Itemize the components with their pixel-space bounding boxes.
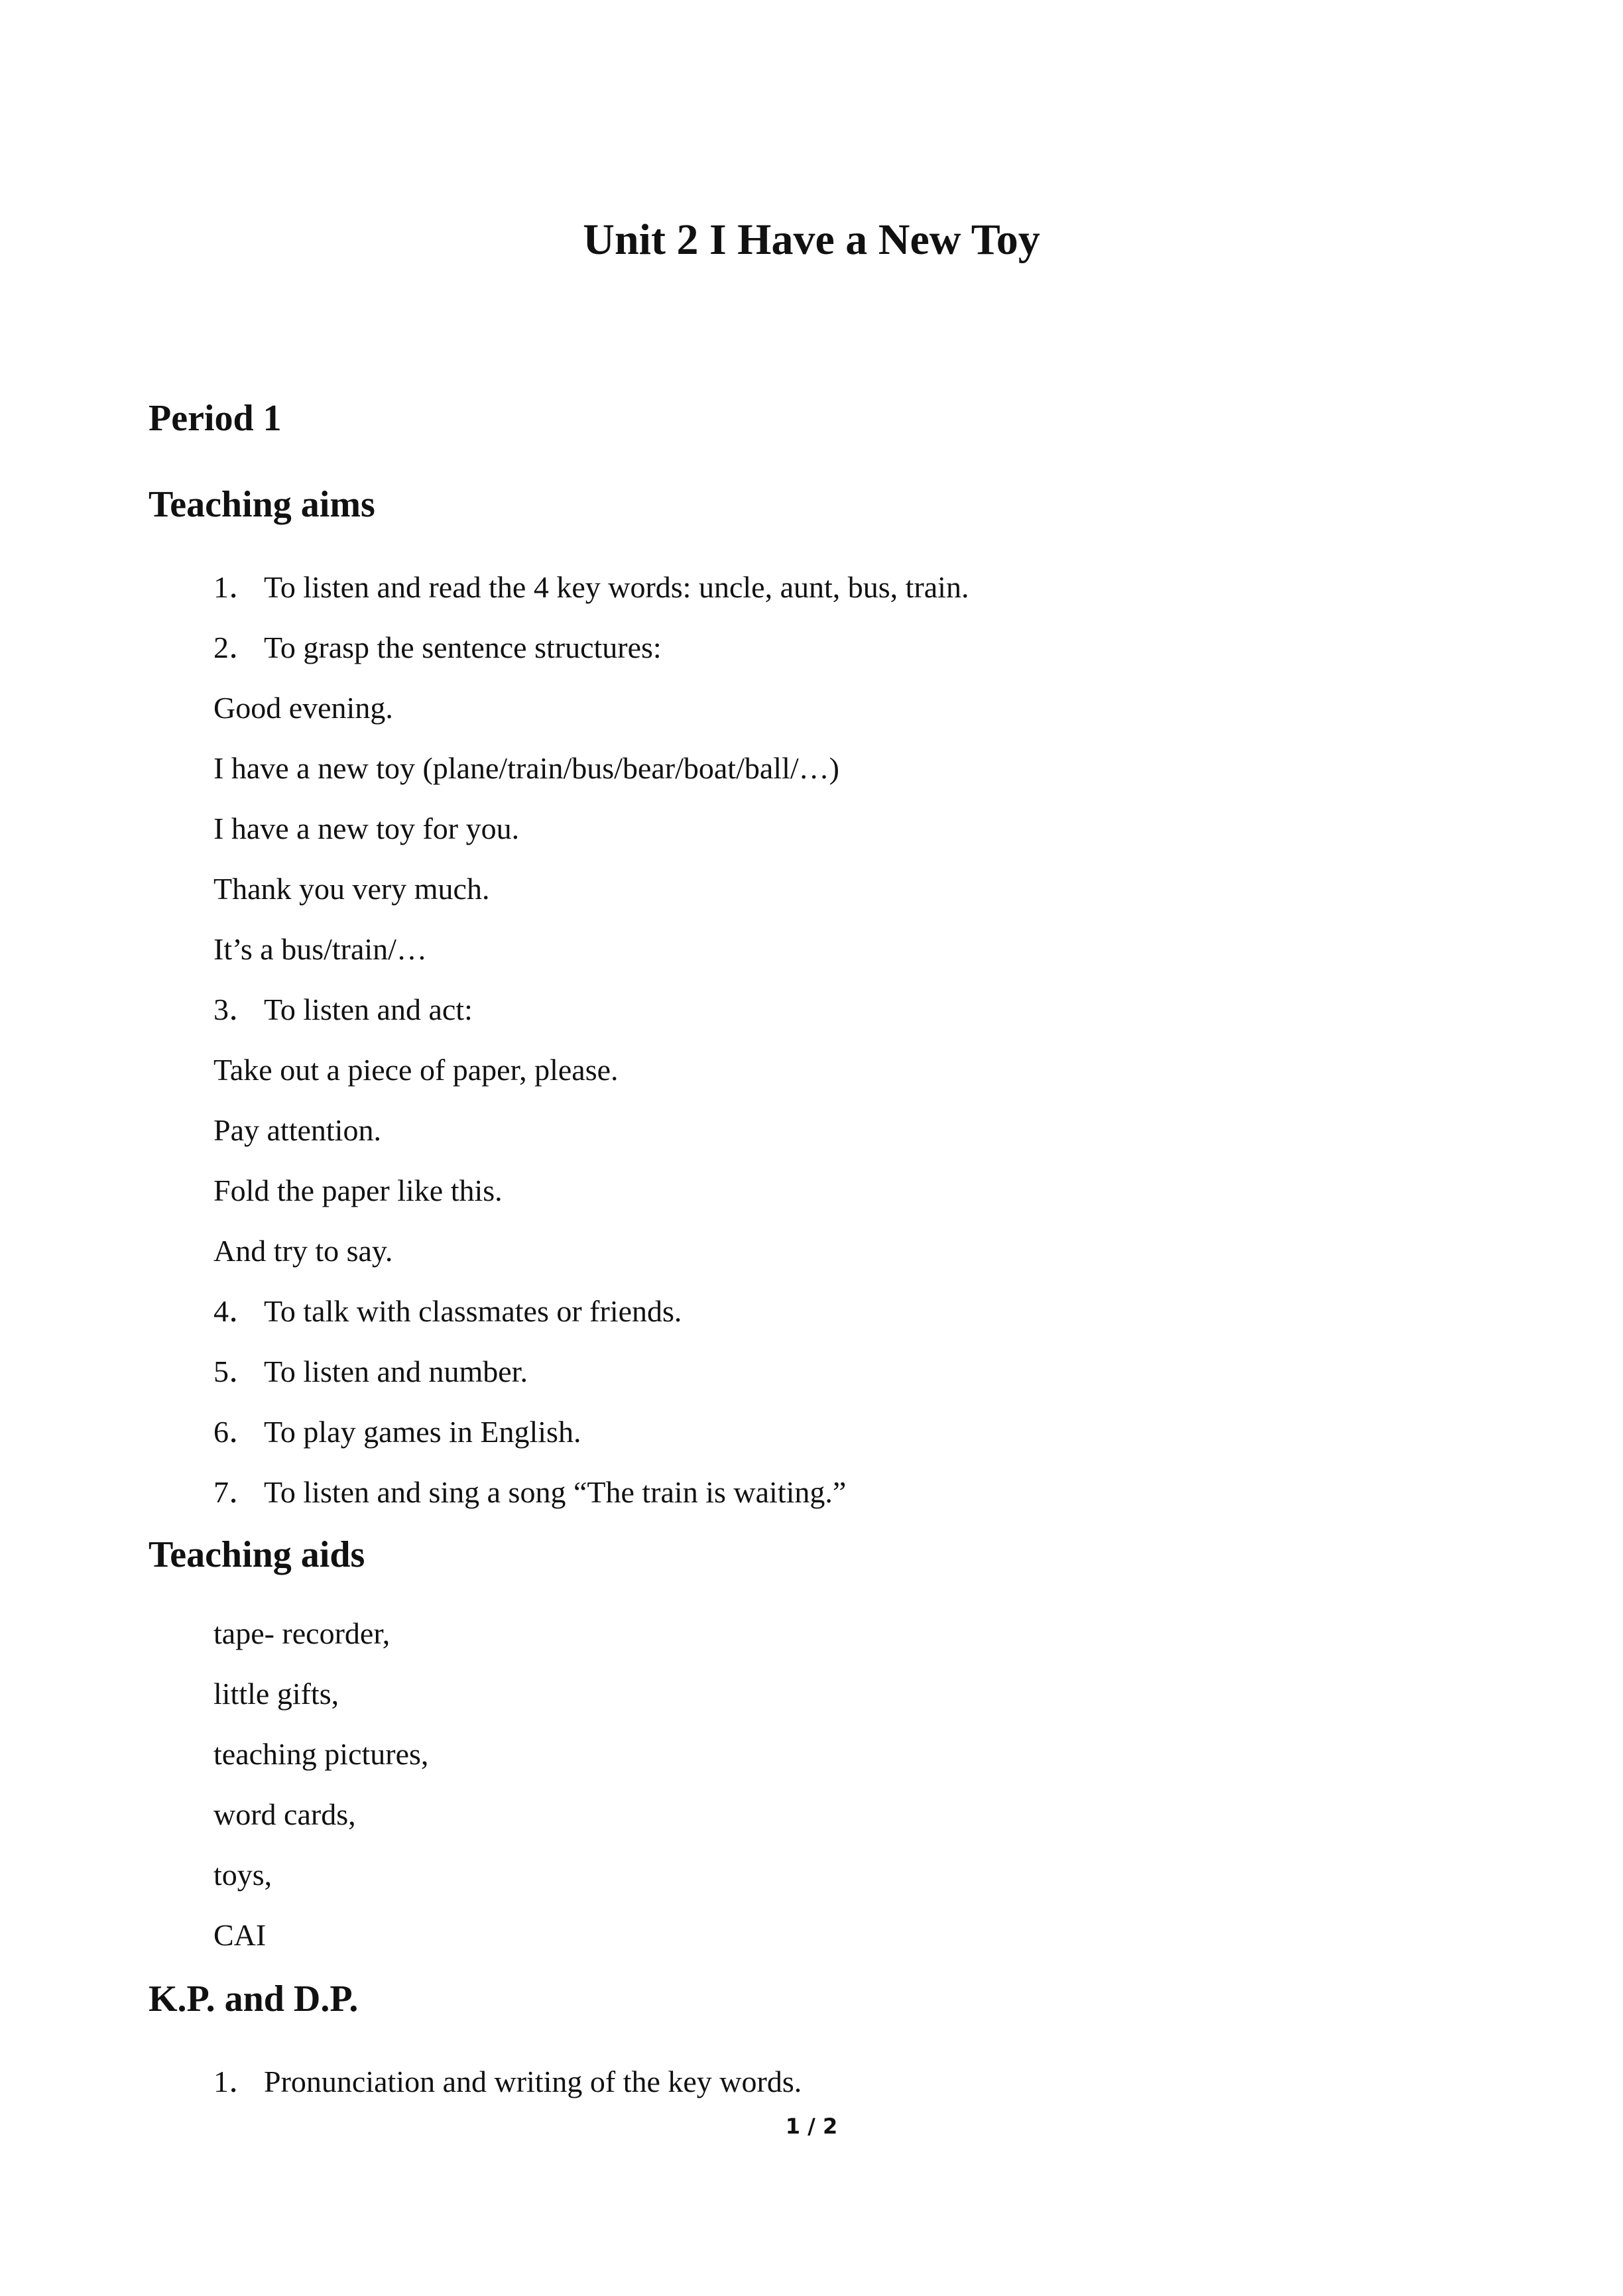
item-text: To listen and number. [264, 1355, 528, 1388]
item-text: I have a new toy (plane/train/bus/bear/boat/ball/…) [213, 751, 839, 785]
list-item [213, 1171, 503, 1211]
item-text: Thank you very much. [213, 872, 490, 906]
list-item [213, 1412, 581, 1452]
list-item [213, 688, 393, 728]
item-number: 3． [213, 993, 259, 1026]
item-text: To play games in English. [264, 1415, 581, 1449]
list-item [213, 1050, 619, 1090]
document-title: Unit 2 I Have a New Toy [583, 215, 1040, 264]
item-text: To talk with classmates or friends. [264, 1294, 682, 1328]
list-item: teaching pictures, [213, 1737, 429, 1771]
list-item [213, 930, 427, 969]
list-item: word cards, [213, 1797, 356, 1831]
item-number: 6． [213, 1415, 259, 1449]
item-number: 5． [213, 1355, 259, 1388]
list-item [213, 1473, 846, 1512]
list-item [213, 1292, 682, 1331]
item-text: Good evening. [213, 691, 393, 725]
item-number: 1． [213, 2065, 259, 2098]
list-item [213, 2062, 802, 2102]
list-item: CAI [213, 1918, 267, 1952]
item-text: It’s a bus/train/… [213, 932, 427, 966]
item-number: 1． [213, 570, 259, 604]
list-item [213, 990, 473, 1030]
item-text: I have a new toy for you. [213, 812, 520, 845]
item-text: Fold the paper like this. [213, 1174, 503, 1207]
item-text: Take out a piece of paper, please. [213, 1053, 619, 1087]
kp-dp-heading: K.P. and D.P. [149, 1978, 359, 2020]
period-heading: Period 1 [149, 398, 282, 439]
item-text: To listen and sing a song “The train is waiting.” [264, 1475, 847, 1509]
list-item [213, 1111, 381, 1150]
item-number: 2． [213, 631, 259, 664]
list-item: little gifts, [213, 1677, 339, 1711]
item-text: Pronunciation and writing of the key words. [264, 2065, 802, 2098]
teaching-aids-heading: Teaching aids [149, 1534, 365, 1575]
list-item [213, 628, 662, 668]
list-item [213, 1352, 528, 1392]
item-text: Pay attention. [213, 1113, 381, 1147]
list-item [213, 568, 969, 607]
item-text: To listen and read the 4 key words: uncle, aunt, bus, train. [264, 570, 969, 604]
list-item [213, 749, 839, 788]
teaching-aims-heading: Teaching aims [149, 484, 375, 525]
list-item: toys, [213, 1858, 272, 1892]
list-item [213, 809, 519, 849]
list-item [213, 1231, 392, 1271]
item-text: To grasp the sentence structures: [264, 631, 662, 664]
page-indicator: 1 / 2 [785, 2114, 838, 2139]
item-text: To listen and act: [264, 993, 473, 1026]
item-number: 7． [213, 1475, 259, 1509]
item-number: 4． [213, 1294, 259, 1328]
list-item: tape- recorder, [213, 1616, 391, 1650]
list-item [213, 869, 489, 909]
item-text: And try to say. [213, 1234, 393, 1268]
